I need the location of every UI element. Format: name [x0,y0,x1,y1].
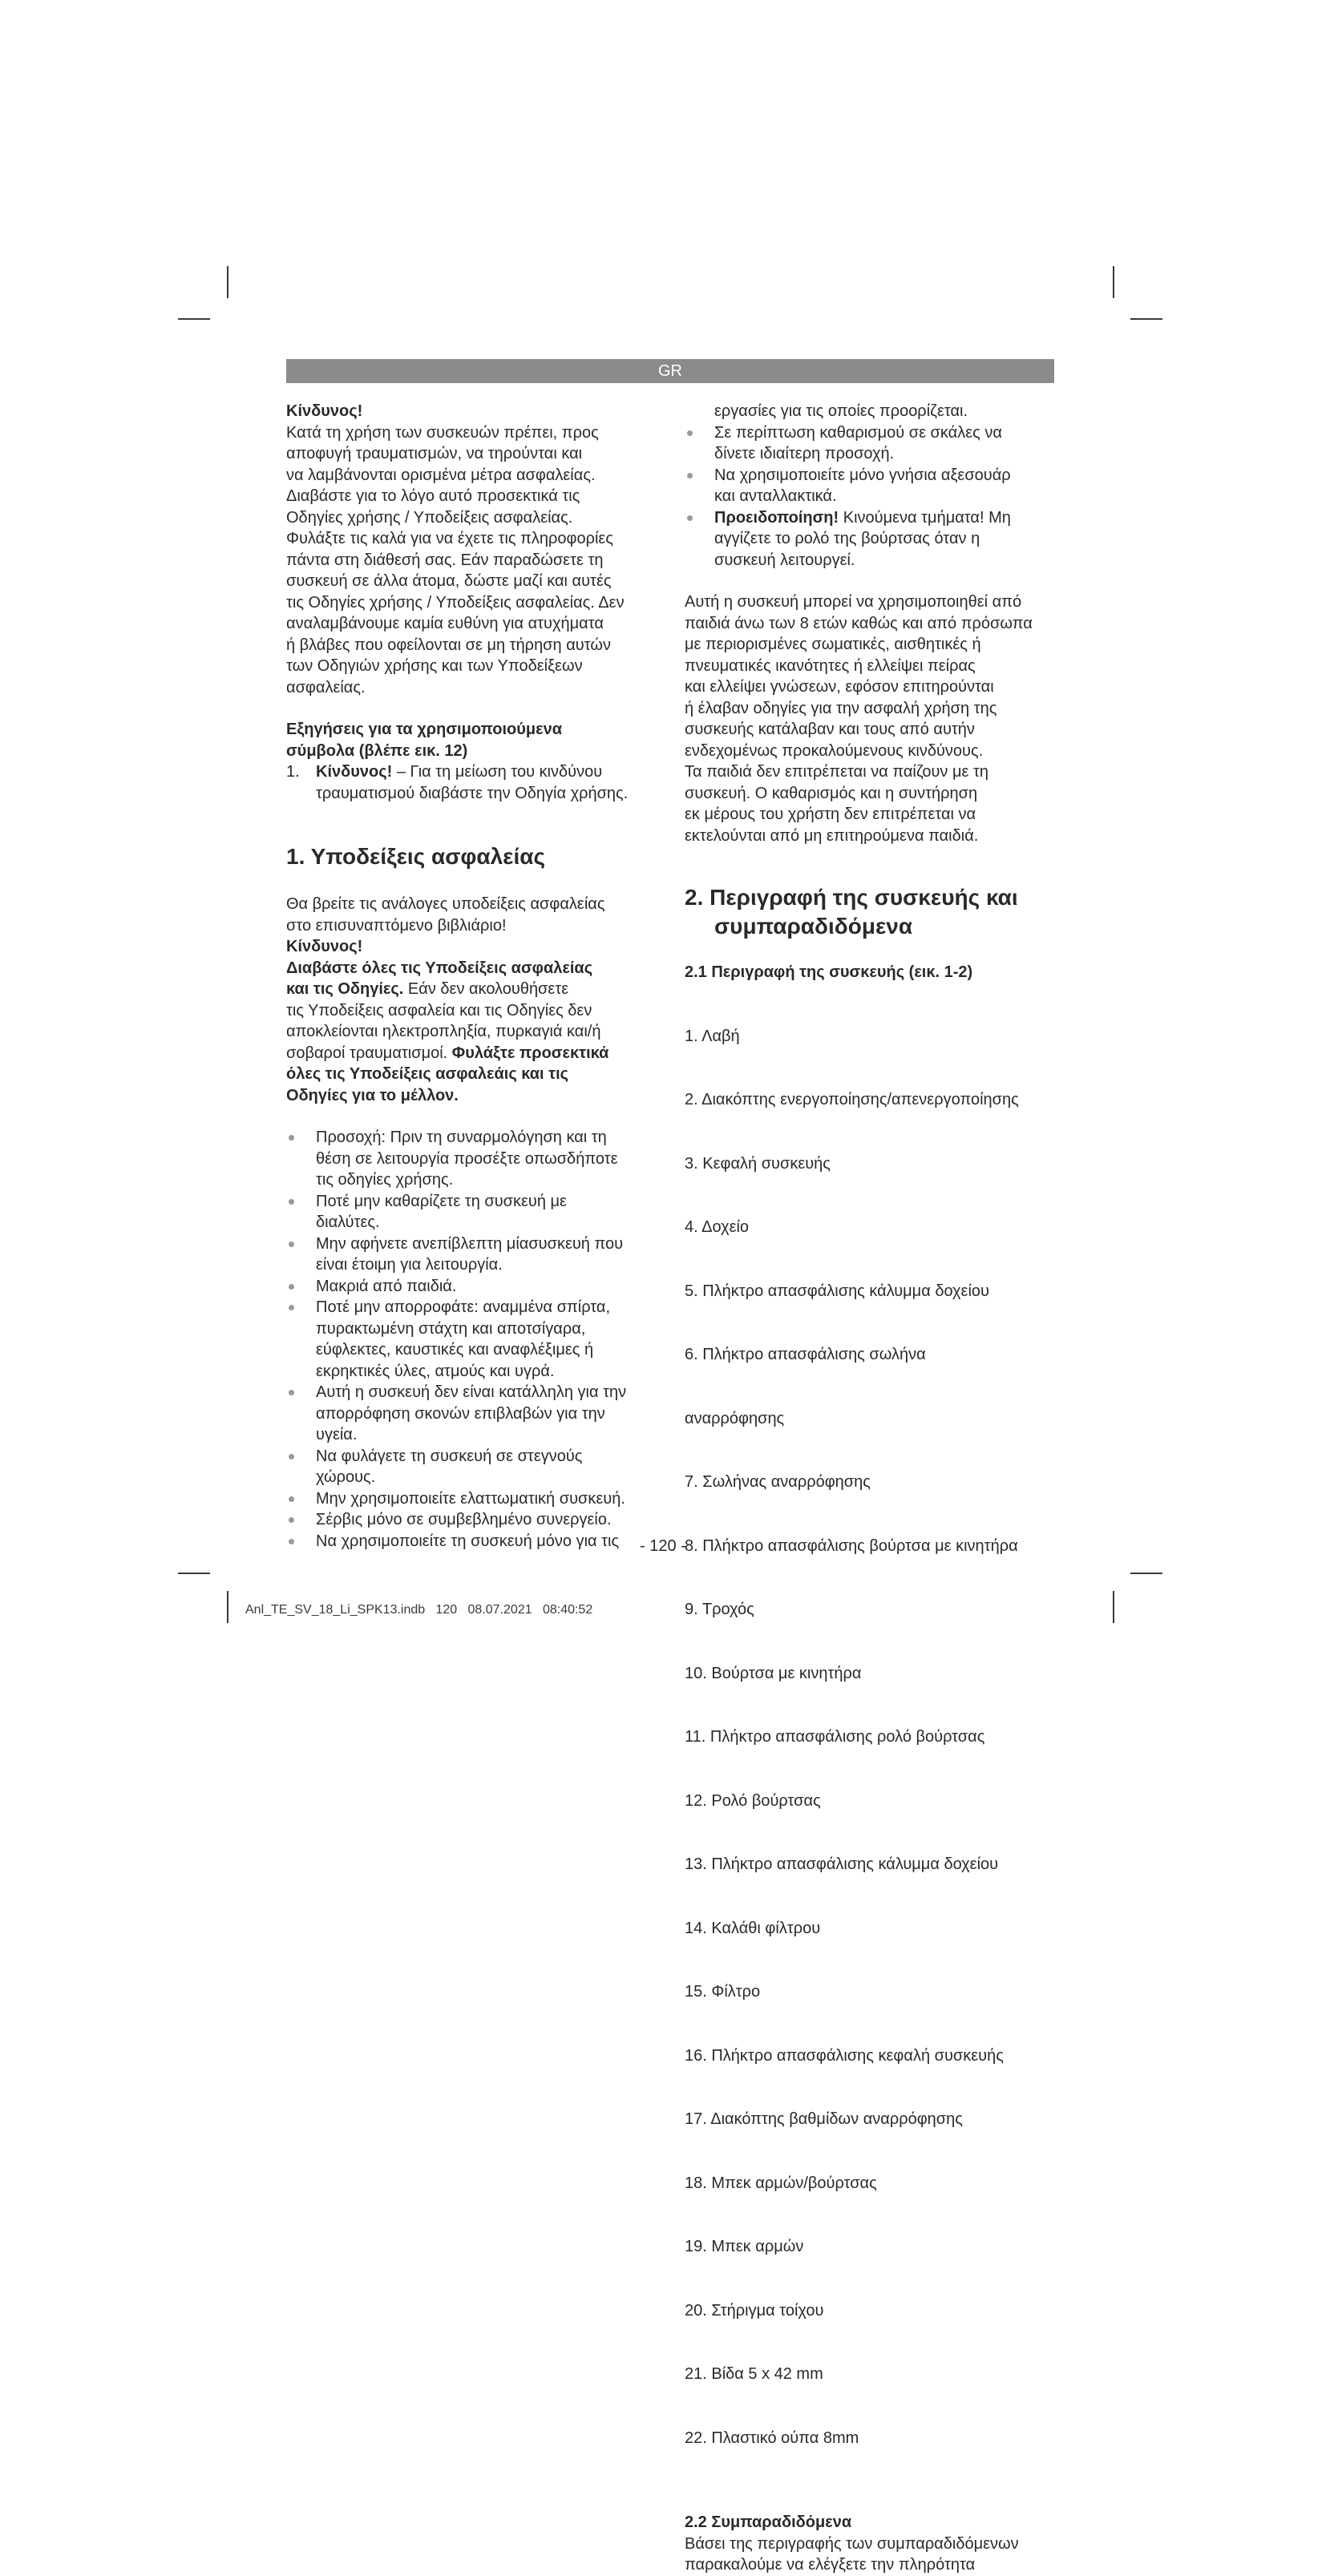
s1-mixed-line [286,1043,657,1064]
bullet-line: συσκευή λειτουργεί. [714,551,855,569]
bullet-line: εκρηκτικές ύλες, ατμούς και υγρά. [316,1362,555,1380]
text-line: συσκευή σε άλλα άτομα, δώστε μαζί και αυτές [286,572,612,590]
parts-list-item: 15. Φίλτρο [685,1983,761,2001]
text-line: πνευματικές ικανότητες ή ελλείψει πείρας [685,656,976,675]
s1-bold-line: Οδηγίες για το μέλλον. [286,1086,459,1104]
bullet-line: Να χρησιμοποιείτε μόνο γνήσια αξεσουάρ [714,466,1011,484]
bullet-line: Να φυλάγετε τη συσκευή σε στεγνούς [316,1447,583,1465]
symbols-heading-line2: σύμβολα (βλέπε εικ. 12) [286,741,468,760]
bullet-item [685,422,1055,465]
section2-title-line2: συμπαραδιδόμενα [714,914,913,939]
bullet-line: Μακριά από παιδιά. [316,1277,457,1295]
danger-label: Κίνδυνος! [316,763,393,781]
bullet-line: Μην χρησιμοποιείτε ελαττωματική συσκευή. [316,1489,625,1508]
bullet-item [286,1297,657,1382]
bullet-item [286,1233,657,1276]
bullet-item [286,1509,657,1531]
bullet-line: απορρόφηση σκονών επιβλαβών για την [316,1404,605,1423]
print-footer: Anl_TE_SV_18_Li_SPK13.indb 120 08.07.2021 08:40:52 [245,1603,593,1617]
text-line: ή έλαβαν οδηγίες για την ασφαλή χρήση της [685,699,997,717]
bullet-line: και ανταλλακτικά. [714,487,837,505]
crop-mark-bottom-right [1113,1591,1114,1623]
item-text-line2: τραυματισμού διαβάστε την Οδηγία χρήσης. [316,784,629,802]
s1-bold-text: και τις Οδηγίες. [286,980,404,998]
text-line: Κατά τη χρήση των συσκευών πρέπει, προς [286,423,599,442]
text-line: των Οδηγιών χρήσης και των Υποδείξεων [286,657,583,675]
s1-line: αποκλείονται ηλεκτροπληξία, πυρκαγιά και/ή [286,1023,601,1040]
parts-list-item: 8. Πλήκτρο απασφάλισης βούρτσα με κινητήρα [685,1536,1018,1555]
text-line: παιδιά άνω των 8 ετών καθώς και από πρόσωπα [685,614,1033,632]
symbols-list [286,761,657,804]
text-line: εκ μέρους του χρήστη δεν επιτρέπεται να [685,806,976,823]
bullet-line: Ποτέ μην απορροφάτε: αναμμένα σπίρτα, [316,1298,611,1316]
s1-mixed-line [286,979,657,1000]
text-line: συσκευή. Ο καθαρισμός και η συντήρηση [685,784,978,802]
text-line: εκτελούνται από μη επιτηρούμενα παιδιά. [685,826,979,845]
s1-bold-line: Διαβάστε όλες τις Υποδείξεις ασφαλείας [286,959,593,977]
s1-bold-line: όλες τις Υποδείξεις ασφαλεάις και τις [286,1065,569,1083]
parts-list-item: 6. Πλήκτρο απασφάλισης σωλήνα [685,1346,926,1363]
bullet-item [286,1446,657,1488]
bullet-line: τις οδηγίες χρήσης. [316,1171,454,1189]
left-column [286,401,657,1552]
page-number: - 120 - [640,1537,686,1555]
subsection-2-1-title: 2.1 Περιγραφή της συσκευής (εικ. 1-2) [685,963,973,981]
bullet-line: Αυτή η συσκευή δεν είναι κατάλληλη για την [316,1383,627,1401]
text-line: Τα παιδιά δεν επιτρέπεται να παίζουν με τη [685,763,988,781]
text-line: αναλαμβάνουμε καμία ευθύνη για ατυχήματα [286,615,604,632]
crop-mark-top-left [227,266,228,298]
warning-label: Προειδοποίηση! [714,508,839,527]
s1-intro-line: Θα βρείτε τις ανάλογες υποδείξεις ασφαλείας [286,895,605,913]
bullet-line: Σε περίπτωση καθαρισμού σε σκάλες να [714,423,1002,442]
s1-text: Εάν δεν ακολουθήσετε [403,980,569,998]
parts-list-item: 20. Στήριγμα τοίχου [685,2301,824,2320]
bullet-item [286,1488,657,1510]
parts-list-item: 10. Βούρτσα με κινητήρα [685,1664,862,1682]
bullet-item [286,1276,657,1298]
parts-list-item: 19. Μπεκ αρμών [685,2238,804,2255]
bullet-line: Προσοχή: Πριν τη συναρμολόγηση και τη [316,1129,607,1146]
parts-list-item: 1. Λαβή [685,1027,740,1045]
parts-list-item: 17. Διακόπτης βαθμίδων αναρρόφησης [685,2110,963,2128]
text-line: αποφυγή τραυματισμών, να τηρούνται και [286,445,583,462]
bullet-line: θέση σε λειτουργία προσέξτε οπωσδήποτε [316,1149,618,1168]
item-number: 1. [286,763,300,781]
subsection-2-2-title: 2.2 Συμπαραδιδόμενα [685,2513,852,2531]
parts-list-item: 3. Κεφαλή συσκευής [685,1154,831,1173]
bullet-item [286,1127,657,1191]
right-column [685,401,1055,2576]
text-line: Οδηγίες χρήσης / Υποδείξεις ασφαλείας. [286,508,573,527]
text-line: ή βλάβες που οφείλονται σε μη τήρηση αυτών [286,636,611,654]
parts-list-item: 16. Πλήκτρο απασφάλισης κεφαλή συσκευής [685,2046,1004,2065]
parts-list-item: 22. Πλαστικό ούπα 8mm [685,2429,859,2447]
text-line: Φυλάξτε τις καλά για να έχετε τις πληροφορίες [286,530,613,547]
text-line: ενδεχομένως προκαλούμενους κινδύνους. [685,741,984,760]
bullet-line: αγγίζετε το ρολό της βούρτσας όταν η [714,530,980,547]
text-line: συσκευής κατάλαβαν και τους από αυτήν [685,721,975,738]
bullet-text: Κινούμενα τμήματα! Μη [839,508,1011,527]
intro-paragraph [286,422,657,699]
crop-mark-top-right-h [1130,318,1162,320]
bullet-line: Να χρησιμοποιείτε τη συσκευή μόνο για τις [316,1532,620,1550]
bullet-item [286,1191,657,1233]
text-line: πάντα στη διάθεσή σας. Εάν παραδώσετε τη [286,551,604,569]
s1-bold-text: Φυλάξτε προσεκτικά [451,1044,609,1062]
bullet-item [286,1382,657,1446]
bullet-line: εύφλεκτες, καυστικές και αναφλέξιμες ή [316,1341,594,1359]
bullet-line: πυρακτωμένη στάχτη και αποτσίγαρα, [316,1319,586,1338]
s1-intro-line: στο επισυναπτόμενο βιβλιάριο! [286,916,507,935]
parts-list-item: αναρρόφησης [685,1409,785,1427]
section2-title: 2. Περιγραφή της συσκευής και [685,885,1018,910]
symbols-list-item [286,761,657,804]
s1-danger-heading: Κίνδυνος! [286,938,363,955]
parts-list-item: 2. Διακόπτης ενεργοποίησης/απενεργοποίησης [685,1091,1019,1108]
bullet-item [685,465,1055,507]
bullet-line: δίνετε ιδιαίτερη προσοχή. [714,445,895,462]
danger-heading: Κίνδυνος! [286,402,363,420]
bullet-line: Μην αφήνετε ανεπίβλεπτη μίασυσκευή που [316,1234,624,1253]
crop-mark-top-right [1113,266,1114,298]
parts-list-item: 18. Μπεκ αρμών/βούρτσας [685,2174,877,2192]
bullet-line: Σέρβις μόνο σε συμβεβλημένο συνεργείο. [316,1511,612,1528]
bullet-line: Ποτέ μην καθαρίζετε τη συσκευή με [316,1192,567,1210]
parts-list-item: 7. Σωλήνας αναρρόφησης [685,1473,871,1491]
parts-list-item: 21. Βίδα 5 x 42 mm [685,2365,823,2383]
text-line: Αυτή η συσκευή μπορεί να χρησιμοποιηθεί από [685,593,1022,611]
text-line: με περιορισμένες σωματικές, αισθητικές ή [685,636,981,653]
bullet-item [685,507,1055,571]
safety-bullet-list-cont [685,422,1055,571]
text-line: παρακαλούμε να ελέγξετε την πληρότητα [685,2556,976,2574]
safety-bullet-list [286,1127,657,1552]
text-line: να λαμβάνονται ορισμένα μέτρα ασφαλείας. [286,466,596,484]
bullet-line: χώρους. [316,1468,376,1486]
symbols-heading: Εξηγήσεις για τα χρησιμοποιούμενα [286,721,563,738]
s1-text: σοβαροί τραυματισμοί. [286,1044,452,1062]
children-paragraph [685,592,1055,846]
crop-mark-bottom-right-h [1130,1573,1162,1574]
s1-line: τις Υποδείξεις ασφαλεία και τις Οδηγίες δεν [286,1001,592,1019]
parts-list-item: 13. Πλήκτρο απασφάλισης κάλυμμα δοχείου [685,1855,999,1873]
parts-list-item: 9. Τροχός [685,1601,754,1618]
parts-list-item: 12. Ρολό βούρτσας [685,1791,821,1810]
text-line: ασφαλείας. [286,678,366,696]
crop-mark-top-left-h [178,318,210,320]
parts-list-item: 5. Πλήκτρο απασφάλισης κάλυμμα δοχείου [685,1282,989,1300]
bullet-line: υγεία. [316,1426,358,1443]
bullet-line: διαλύτες. [316,1213,380,1231]
parts-list-item: 11. Πλήκτρο απασφάλισης ρολό βούρτσας [685,1728,985,1746]
text-line: και ελλείψει γνώσεων, εφόσον επιτηρούνται [685,678,994,696]
crop-mark-bottom-left-h [178,1573,210,1574]
parts-list-item: 14. Καλάθι φίλτρου [685,1919,821,1937]
text-line: Διαβάστε για το λόγο αυτό προσεκτικά τις [286,487,580,505]
bullet-line: είναι έτοιμη για λειτουργία. [316,1256,503,1274]
parts-list-item: 4. Δοχείο [685,1218,750,1236]
language-header-bar: GR [286,359,1054,383]
section1-title: 1. Υποδείξεις ασφαλείας [286,844,546,869]
text-line: τις Οδηγίες χρήσης / Υποδείξεις ασφαλείας. Δεν [286,593,625,612]
continued-line: εργασίες για τις οποίες προορίζεται. [714,402,968,420]
parts-list [685,983,1055,2492]
text-line: Βάσει της περιγραφής των συμπαραδιδόμενων [685,2534,1019,2553]
crop-mark-bottom-left [227,1591,228,1623]
item-text: – Για τη μείωση του κινδύνου [392,763,603,781]
